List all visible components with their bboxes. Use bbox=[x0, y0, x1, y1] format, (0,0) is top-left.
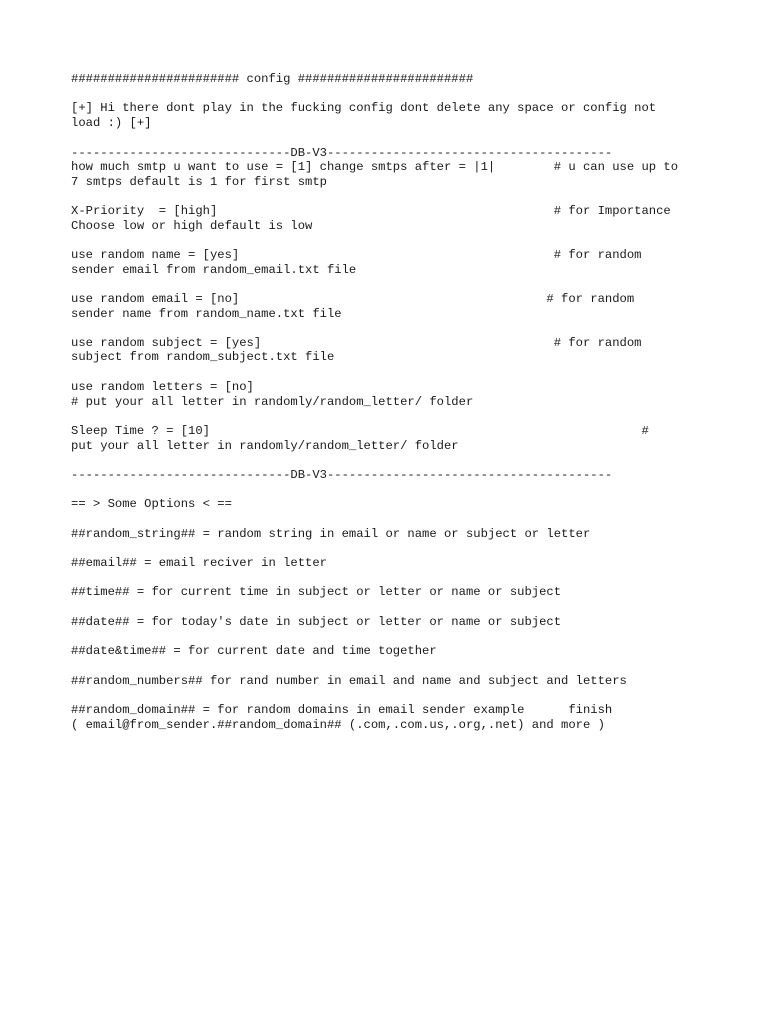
option-random-string: ##random_string## = random string in email or name or subject or letter bbox=[71, 527, 591, 541]
option-random-numbers: ##random_numbers## for rand number in email and name and subject and letters bbox=[71, 674, 627, 688]
random-letters-setting-line-2: # put your all letter in randomly/random_letter/ folder bbox=[71, 395, 474, 409]
warning-line-2: load :) [+] bbox=[71, 116, 152, 130]
sleep-setting-line-2: put your all letter in randomly/random_letter/ folder bbox=[71, 439, 459, 453]
divider-bottom: ------------------------------DB-V3--------------------------------------- bbox=[71, 468, 613, 482]
priority-setting-line-1: X-Priority = [high] # for Importance bbox=[71, 204, 671, 218]
option-date: ##date## = for today's date in subject or letter or name or subject bbox=[71, 615, 562, 629]
smtp-setting-line-1: how much smtp u want to use = [1] change smtps after = |1| # u can use up to bbox=[71, 160, 679, 174]
warning-line-1: [+] Hi there dont play in the fucking config dont delete any space or config not bbox=[71, 101, 657, 115]
random-name-setting-line-2: sender email from random_email.txt file bbox=[71, 263, 357, 277]
random-email-setting-line-1: use random email = [no] # for random bbox=[71, 292, 635, 306]
option-email: ##email## = email reciver in letter bbox=[71, 556, 327, 570]
random-email-setting-line-2: sender name from random_name.txt file bbox=[71, 307, 342, 321]
option-date-time: ##date&time## = for current date and time together bbox=[71, 644, 437, 658]
divider-top: ------------------------------DB-V3--------------------------------------- bbox=[71, 146, 613, 160]
smtp-setting-line-2: 7 smtps default is 1 for first smtp bbox=[71, 175, 327, 189]
sleep-setting-line-1: Sleep Time ? = [10] # bbox=[71, 424, 649, 438]
option-time: ##time## = for current time in subject or letter or name or subject bbox=[71, 585, 562, 599]
option-random-domain-line-1: ##random_domain## = for random domains in email sender example finish bbox=[71, 703, 613, 717]
random-subject-setting-line-1: use random subject = [yes] # for random bbox=[71, 336, 642, 350]
priority-setting-line-2: Choose low or high default is low bbox=[71, 219, 313, 233]
random-name-setting-line-1: use random name = [yes] # for random bbox=[71, 248, 642, 262]
option-random-domain-line-2: ( email@from_sender.##random_domain## (.com,.com.us,.org,.net) and more ) bbox=[71, 718, 605, 732]
config-header: ####################### config ######################## bbox=[71, 72, 474, 86]
options-heading: == > Some Options < == bbox=[71, 497, 232, 511]
random-letters-setting-line-1: use random letters = [no] bbox=[71, 380, 254, 394]
random-subject-setting-line-2: subject from random_subject.txt file bbox=[71, 350, 335, 364]
